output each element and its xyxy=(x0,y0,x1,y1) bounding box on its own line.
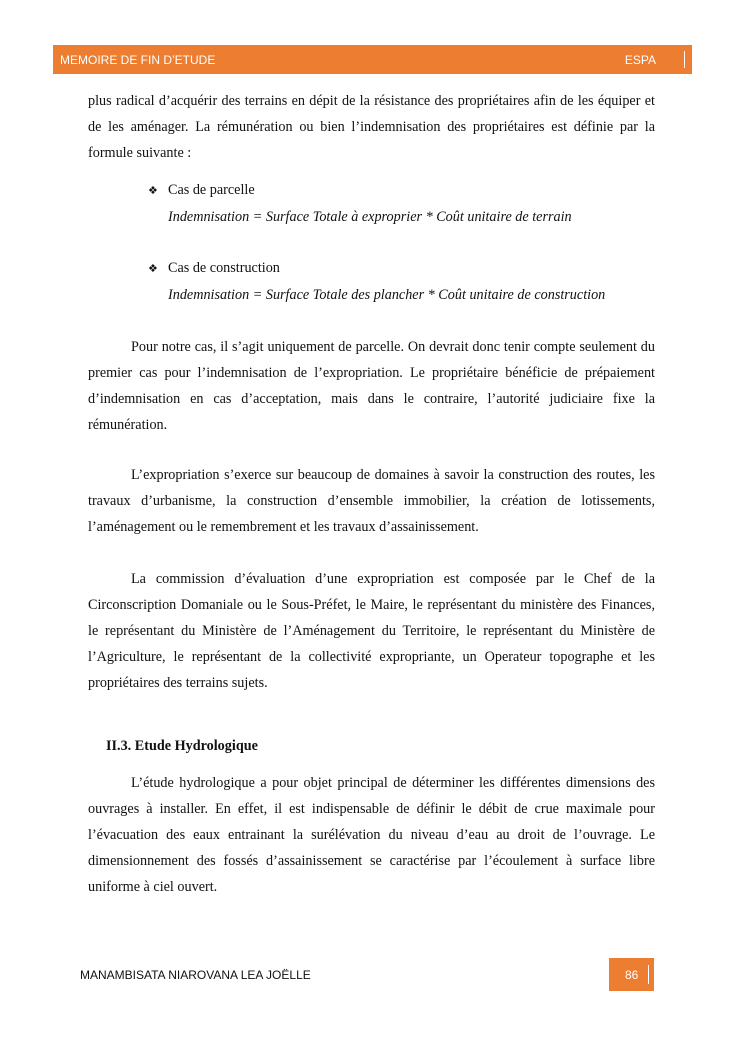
paragraph-parcelle: Pour notre cas, il s’agit uniquement de parcelle. On devrait donc tenir compte seulement du premier cas pour l’indemnisation de l’expropriation. Le propriétaire bénéficie de prépaiement d’indemnisation en cas d’acceptation, mais dans le contraire, l’autorité judiciaire fixe la rémunération. xyxy=(88,339,655,433)
header-school: ESPA xyxy=(624,53,656,67)
diamond-bullet-icon: ❖ xyxy=(148,262,158,275)
case-parcelle xyxy=(148,180,255,201)
formula-construction: Indemnisation = Surface Totale des plancher * Coût unitaire de construction xyxy=(168,287,606,303)
paragraph-commission: La commission d’évaluation d’une expropriation est composée par le Chef de la Circonscription Domaniale ou le Sous-Préfet, le Maire, le représentant du ministère des Finances, le représentant du Ministère de l’Aménagement du Territoire, le représentant du Ministère de l’Agriculture, le représentant de la collectivité expropriante, un Operateur topographe et les propriétaires des terrains sujets. xyxy=(88,571,655,691)
case-construction xyxy=(148,258,280,279)
header-title: MEMOIRE DE FIN D’ETUDE xyxy=(60,53,216,67)
intro-paragraph: plus radical d’acquérir des terrains en dépit de la résistance des propriétaires afin de les équiper et de les aménager. La rémunération ou bien l’indemnisation des propriétaires est définie par la formule suivante : xyxy=(88,93,655,161)
page-header xyxy=(53,45,692,74)
paragraph-domaines: L’expropriation s’exerce sur beaucoup de domaines à savoir la construction des routes, les travaux d’urbanisme, la construction d’ensemble immobilier, la création de lotissements, l’aménagement ou le remembrement et les travaux d’assainissement. xyxy=(88,467,655,535)
header-divider xyxy=(684,51,685,68)
case-label: Cas de parcelle xyxy=(168,182,255,198)
case-label: Cas de construction xyxy=(168,260,280,276)
formula-parcelle: Indemnisation = Surface Totale à exproprier * Coût unitaire de terrain xyxy=(168,209,572,225)
paragraph-hydrologique: L’étude hydrologique a pour objet principal de déterminer les différentes dimensions des ouvrages à installer. En effet, il est indispensable de définir le débit de crue maximale pour l’évacuation des eaux entrainant la surélévation du niveau d’eau au droit de l’ouvrage. Le dimensionnement des fossés d’assainissement se caractérise par l’écoulement à surface libre uniforme à ciel ouvert. xyxy=(88,775,655,895)
page-divider xyxy=(648,965,649,984)
footer-author: MANAMBISATA NIAROVANA LEA JOËLLE xyxy=(80,968,311,982)
section-title: II.3. Etude Hydrologique xyxy=(106,738,258,754)
diamond-bullet-icon: ❖ xyxy=(148,184,158,197)
page-number: 86 xyxy=(625,968,639,982)
page-number-box xyxy=(609,958,654,991)
